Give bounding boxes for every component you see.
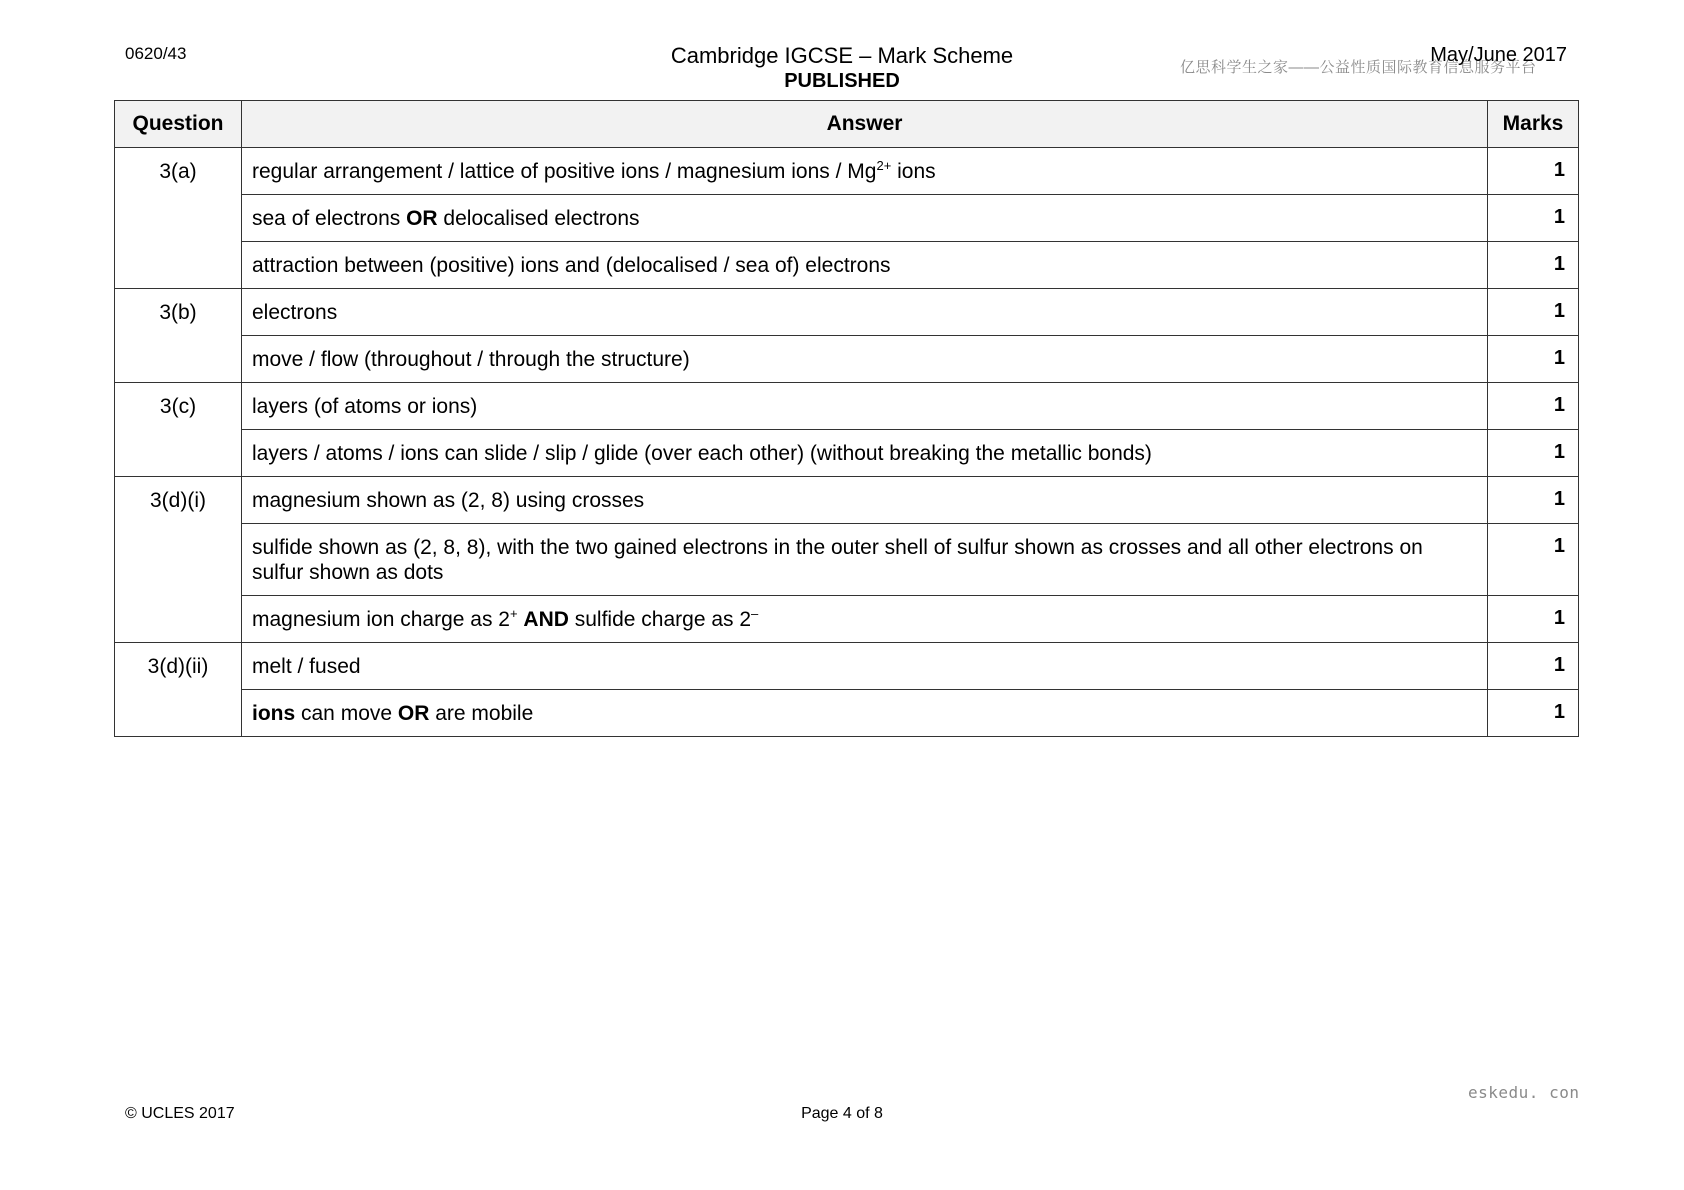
marks-value: 1	[1488, 690, 1579, 737]
table-row	[115, 336, 1579, 383]
table-row	[115, 596, 1579, 643]
answer-cell	[242, 242, 1488, 289]
answer-text: magnesium ion charge as 2	[252, 608, 510, 631]
table-row	[115, 430, 1579, 477]
marks-value: 1	[1488, 430, 1579, 477]
answer-cell	[242, 524, 1488, 596]
question-number: 3(c)	[115, 383, 242, 477]
document-title: Cambridge IGCSE – Mark Scheme	[670, 43, 1014, 68]
answer-text: sea of electrons	[252, 207, 407, 230]
bold-keyword: OR	[406, 207, 438, 230]
question-number: 3(a)	[115, 148, 242, 289]
answer-column-header: Answer	[242, 101, 1488, 148]
answer-text: melt / fused	[252, 655, 361, 678]
question-number: 3(b)	[115, 289, 242, 383]
marks-value: 1	[1488, 195, 1579, 242]
answer-cell	[242, 148, 1488, 195]
answer-cell	[242, 383, 1488, 430]
question-number: 3(d)(i)	[115, 477, 242, 643]
marks-value: 1	[1488, 148, 1579, 195]
table-row	[115, 289, 1579, 336]
bold-keyword: ions	[252, 702, 296, 725]
question-number: 3(d)(ii)	[115, 643, 242, 737]
answer-cell	[242, 195, 1488, 242]
answer-cell	[242, 477, 1488, 524]
marks-value: 1	[1488, 336, 1579, 383]
answer-text: layers / atoms / ions can slide / slip / glide (over each other) (without breaking the metallic bonds)	[252, 442, 1152, 465]
table-row	[115, 148, 1579, 195]
page-number: Page 4 of 8	[801, 1105, 883, 1122]
answer-text: attraction between (positive) ions and (delocalised / sea of) electrons	[252, 254, 891, 277]
marks-value: 1	[1488, 242, 1579, 289]
paper-code: 0620/43	[125, 44, 187, 63]
marks-value: 1	[1488, 596, 1579, 643]
answer-cell	[242, 289, 1488, 336]
answer-text: are mobile	[429, 702, 534, 725]
table-row	[115, 195, 1579, 242]
table-header-row	[115, 101, 1579, 148]
marks-value: 1	[1488, 643, 1579, 690]
answer-text: layers (of atoms or ions)	[252, 395, 478, 418]
watermark-text: 亿思科学生之家——公益性质国际教育信息服务平台	[1180, 59, 1537, 76]
superscript-text: 2+	[876, 158, 892, 173]
answer-cell	[242, 336, 1488, 383]
superscript-text: –	[751, 606, 759, 621]
answer-text: can move	[295, 702, 398, 725]
marks-value: 1	[1488, 477, 1579, 524]
table-row	[115, 477, 1579, 524]
marks-value: 1	[1488, 289, 1579, 336]
question-column-header: Question	[115, 101, 242, 148]
answer-cell	[242, 596, 1488, 643]
answer-text: move / flow (throughout / through the structure)	[252, 348, 690, 371]
site-watermark: eskedu. con	[1468, 1083, 1580, 1102]
table-row	[115, 524, 1579, 596]
table-body	[115, 148, 1579, 737]
table-row	[115, 383, 1579, 430]
answer-text: regular arrangement / lattice of positive ions / magnesium ions / Mg	[252, 160, 877, 183]
exam-session: May/June 2017	[1430, 44, 1567, 66]
answer-text: magnesium shown as (2, 8) using crosses	[252, 489, 645, 512]
answer-cell	[242, 430, 1488, 477]
answer-text: electrons	[252, 301, 338, 324]
bold-keyword: OR	[397, 702, 430, 725]
marks-column-header: Marks	[1488, 101, 1579, 148]
table-row	[115, 690, 1579, 737]
answer-text: delocalised electrons	[437, 207, 640, 230]
published-label: PUBLISHED	[784, 70, 900, 92]
mark-scheme-table	[114, 100, 1579, 737]
bold-keyword: AND	[523, 608, 569, 631]
answer-text: ions	[891, 160, 936, 183]
superscript-text: +	[509, 606, 518, 621]
table-row	[115, 242, 1579, 289]
marks-value: 1	[1488, 383, 1579, 430]
copyright-notice: © UCLES 2017	[125, 1105, 235, 1122]
table-row	[115, 643, 1579, 690]
marks-value: 1	[1488, 524, 1579, 596]
answer-cell	[242, 643, 1488, 690]
answer-text: sulfide shown as (2, 8, 8), with the two gained electrons in the outer shell of sulfur shown as crosses and all other electrons on sulfur shown as dots	[252, 536, 1423, 584]
answer-cell	[242, 690, 1488, 737]
answer-text: sulfide charge as 2	[568, 608, 752, 631]
